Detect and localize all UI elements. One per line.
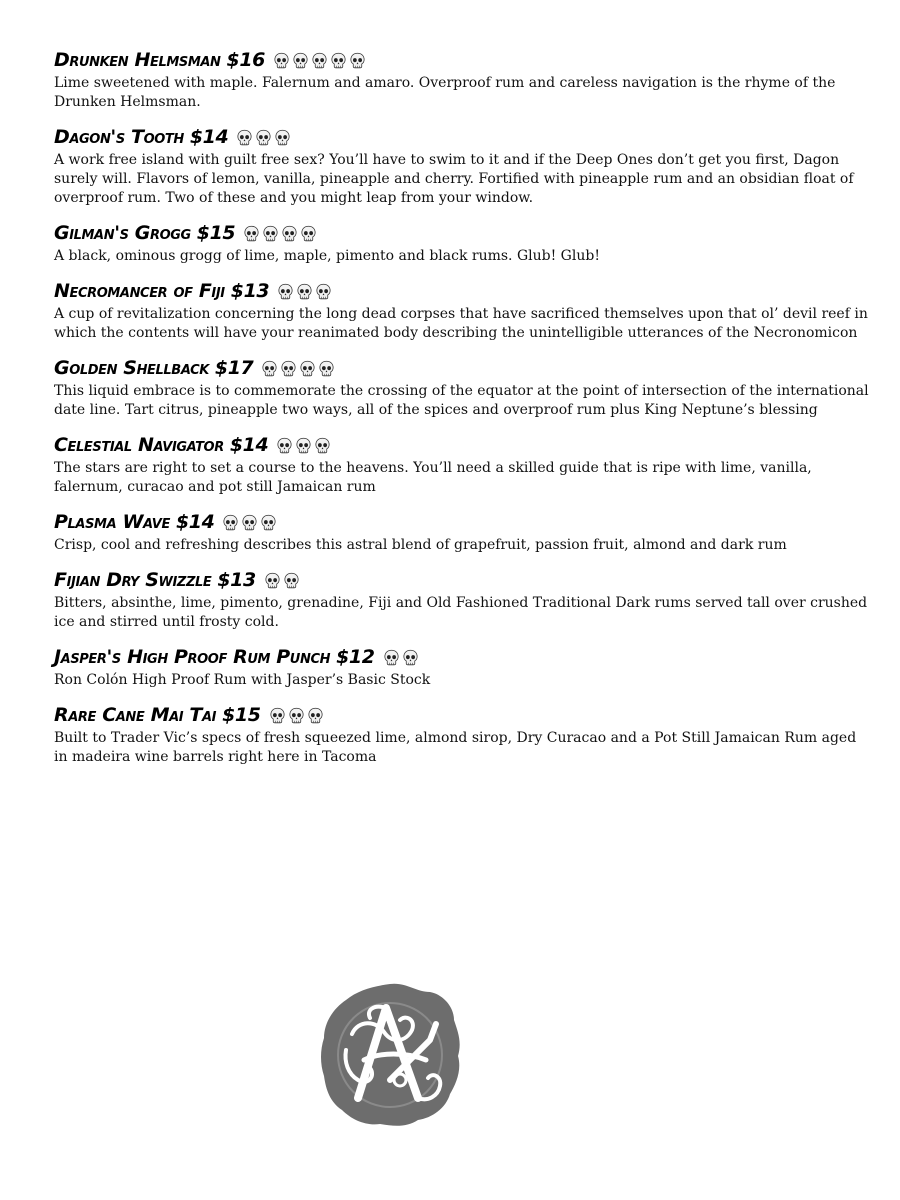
menu-item-price: $15 [222, 704, 261, 726]
strength-rating [269, 707, 324, 724]
menu-item-header [54, 703, 874, 727]
menu-item-price: $13 [217, 569, 256, 591]
menu-item-description: A black, ominous grogg of lime, maple, pimento and black rums. Glub! Glub! [54, 248, 600, 264]
strength-rating [383, 649, 419, 666]
skull-icon [280, 360, 297, 377]
skull-icon [264, 572, 281, 589]
menu-item-price: $15 [196, 222, 236, 244]
strength-rating [264, 572, 300, 589]
menu-item-price: $17 [214, 357, 254, 379]
menu-item-price: $13 [230, 280, 270, 302]
skull-icon [314, 437, 331, 454]
skull-icon [222, 514, 239, 531]
skull-icon [261, 360, 278, 377]
strength-rating [243, 225, 317, 242]
skull-icon [276, 437, 293, 454]
skull-icon [349, 52, 366, 69]
menu-item-price: $14 [229, 434, 269, 456]
monogram-seal-icon [318, 980, 463, 1130]
skull-icon [283, 572, 300, 589]
skull-icon [260, 514, 277, 531]
menu-item-name: Dagon's Tooth [54, 126, 184, 148]
menu-item-header [54, 48, 874, 72]
skull-icon [307, 707, 324, 724]
menu-item-name: Fijian Dry Swizzle [54, 569, 212, 591]
skull-icon [315, 283, 332, 300]
skull-icon [277, 283, 294, 300]
menu-item-description: Built to Trader Vic’s specs of fresh squeezed lime, almond sirop, Dry Curacao and a Pot Still Jamaican Rum aged in madeira wine barrels right here in Tacoma [54, 730, 857, 765]
menu-item [54, 221, 874, 266]
menu-item-header [54, 510, 874, 534]
skull-icon [311, 52, 328, 69]
menu-item-description: The stars are right to set a course to the heavens. You’ll need a skilled guide that is ripe with lime, vanilla, falernum, curacao and pot still Jamaican rum [54, 460, 812, 495]
menu-item [54, 510, 874, 555]
menu-item [54, 568, 874, 632]
menu-item-description: This liquid embrace is to commemorate the crossing of the equator at the point of intersection of the international date line. Tart citrus, pineapple two ways, all of the spices and overproof rum plus King Neptune’s blessing [54, 383, 869, 418]
cocktail-menu [54, 48, 874, 780]
menu-item [54, 48, 874, 112]
menu-item-name: Gilman's Grogg [54, 222, 191, 244]
menu-item-description: Lime sweetened with maple. Falernum and amaro. Overproof rum and careless navigation is the rhyme of the Drunken Helmsman. [54, 75, 836, 110]
menu-item-name: Drunken Helmsman [54, 49, 221, 71]
menu-item-description: A cup of revitalization concerning the long dead corpses that have sacrificed themselves upon that ol’ devil reef in which the contents will have your reanimated body describing the unintelligible utterances of the Necronomicon [54, 306, 868, 341]
menu-item-header [54, 279, 874, 303]
skull-icon [299, 360, 316, 377]
menu-item-header [54, 433, 874, 457]
menu-item-description: Ron Colón High Proof Rum with Jasper’s Basic Stock [54, 672, 431, 688]
menu-item-header [54, 568, 874, 592]
menu-item [54, 279, 874, 343]
menu-item-header [54, 356, 874, 380]
skull-icon [241, 514, 258, 531]
menu-item-header [54, 125, 874, 149]
skull-icon [273, 52, 290, 69]
menu-item [54, 356, 874, 420]
menu-item-name: Jasper's High Proof Rum Punch [54, 646, 331, 668]
menu-item-name: Plasma Wave [54, 511, 170, 533]
strength-rating [236, 129, 291, 146]
menu-item-header [54, 221, 874, 245]
skull-icon [255, 129, 272, 146]
menu-item-header [54, 645, 874, 669]
menu-item-name: Golden Shellback [54, 357, 209, 379]
skull-icon [295, 437, 312, 454]
menu-item-price: $12 [336, 646, 375, 668]
skull-icon [274, 129, 291, 146]
skull-icon [262, 225, 279, 242]
strength-rating [277, 283, 332, 300]
menu-item-name: Rare Cane Mai Tai [54, 704, 217, 726]
menu-item [54, 433, 874, 497]
menu-item-name: Celestial Navigator [54, 434, 224, 456]
skull-icon [292, 52, 309, 69]
menu-item-description: A work free island with guilt free sex? You’ll have to swim to it and if the Deep Ones don’t get you first, Dagon surely will. Flavors of lemon, vanilla, pineapple and cherry. Fortified with pineapple rum and an obsidian float of overproof rum. Two of these and you might leap from your window. [54, 152, 854, 206]
skull-icon [281, 225, 298, 242]
menu-item-name: Necromancer of Fiji [54, 280, 225, 302]
menu-item [54, 703, 874, 767]
skull-icon [269, 707, 286, 724]
strength-rating [273, 52, 366, 69]
menu-item-price: $14 [175, 511, 215, 533]
skull-icon [236, 129, 253, 146]
menu-item-price: $14 [189, 126, 229, 148]
skull-icon [300, 225, 317, 242]
strength-rating [261, 360, 335, 377]
strength-rating [222, 514, 277, 531]
menu-item [54, 125, 874, 208]
menu-item [54, 645, 874, 690]
menu-item-description: Bitters, absinthe, lime, pimento, grenadine, Fiji and Old Fashioned Traditional Dark rums served tall over crushed ice and stirred until frosty cold. [54, 595, 868, 630]
menu-item-price: $16 [226, 49, 265, 71]
skull-icon [243, 225, 260, 242]
skull-icon [330, 52, 347, 69]
skull-icon [318, 360, 335, 377]
strength-rating [276, 437, 331, 454]
skull-icon [296, 283, 313, 300]
menu-item-description: Crisp, cool and refreshing describes this astral blend of grapefruit, passion fruit, almond and dark rum [54, 537, 787, 553]
skull-icon [402, 649, 419, 666]
skull-icon [288, 707, 305, 724]
skull-icon [383, 649, 400, 666]
